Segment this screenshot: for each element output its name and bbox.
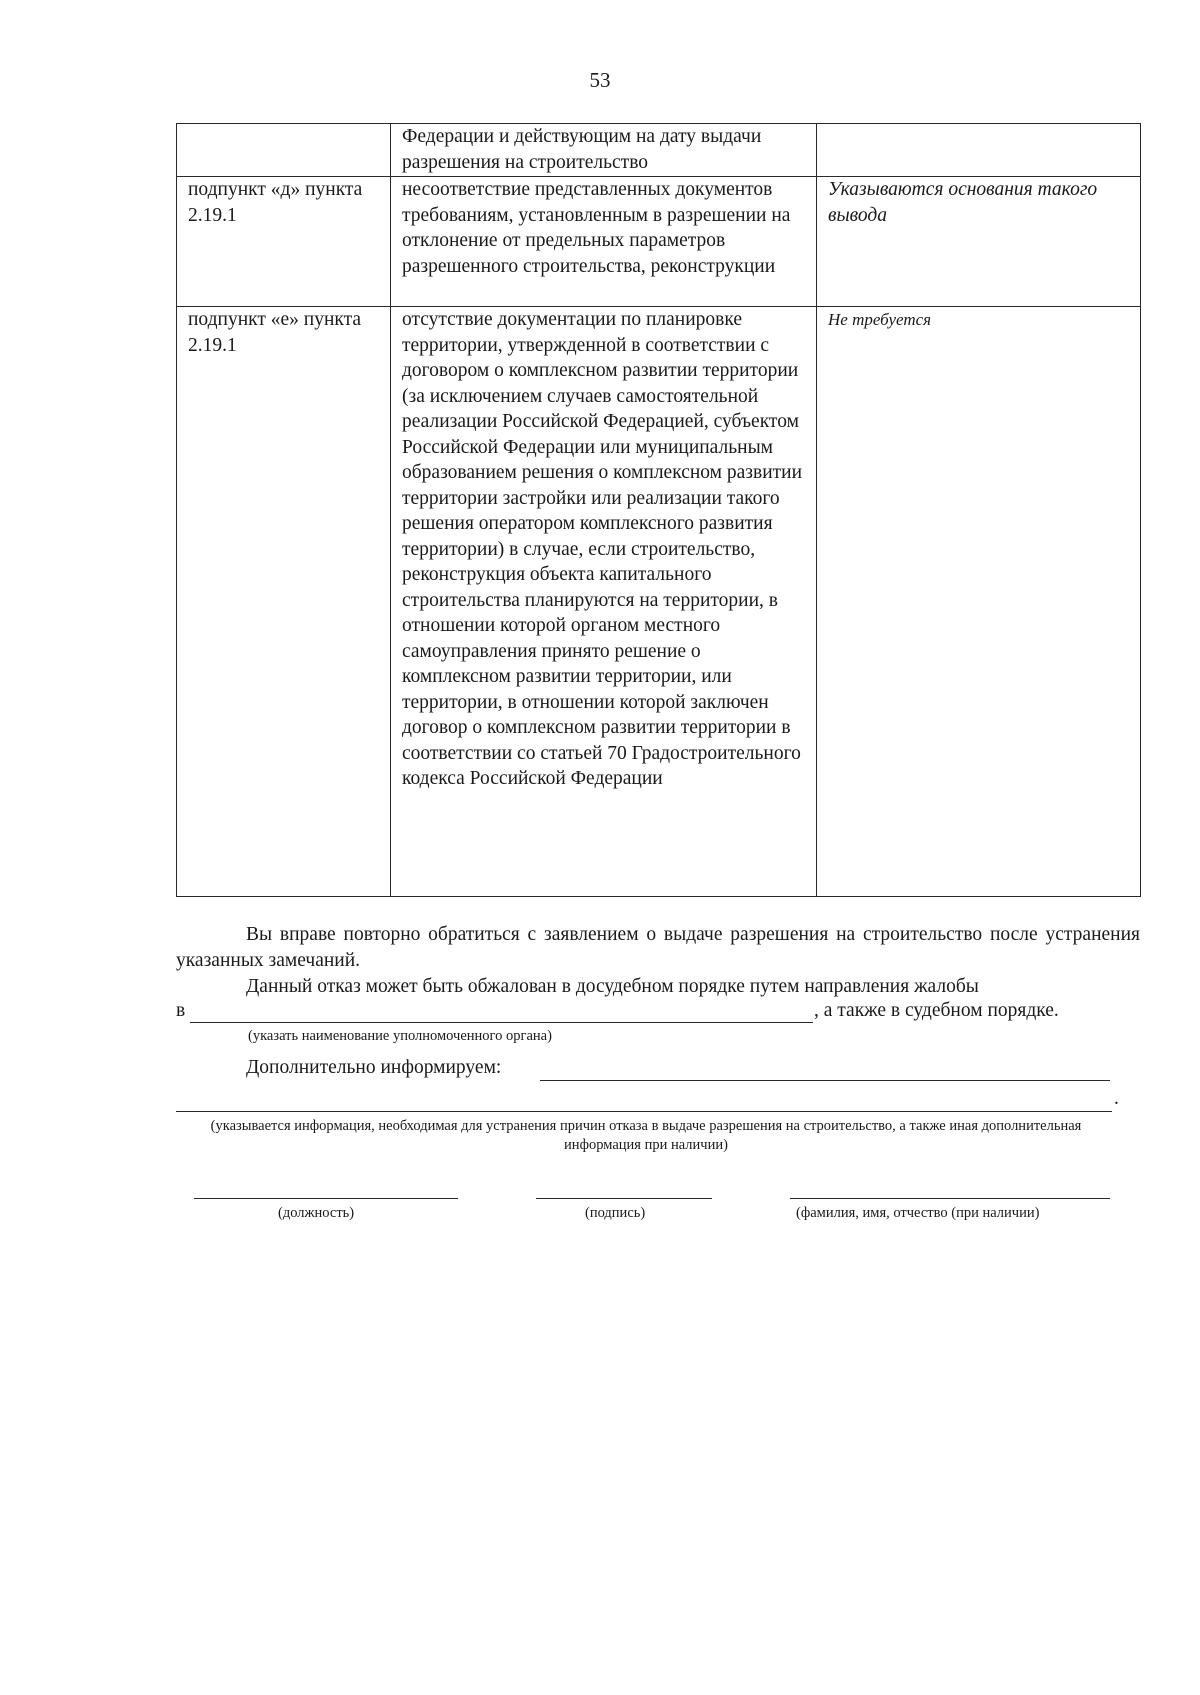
additional-info-caption: (указывается информация, необходимая для устранения причин отказа в выдаче разрешения на строительство, а также иная дополнительная информация при наличии) — [210, 1118, 1082, 1153]
table-cell-explanation: Указываются основания такого вывода — [817, 177, 1141, 307]
page-number: 53 — [589, 68, 611, 92]
table-cell-reason: несоответствие представленных документов требованиям, установленным в разрешении на отклонение от предельных параметров разрешенного строительства, реконструкции — [391, 177, 817, 307]
table-row — [177, 177, 1141, 307]
table-cell-reason: отсутствие документации по планировке территории, утвержденной в соответствии с договором о комплексном развитии территории (за исключением случаев самостоятельной реализации Российской Федерацией, субъектом Российской Федерации или муниципальным образованием решения о комплексном развитии территории застройки или реализации такого решения оператором комплексного развития территории) в случае, если строительство, реконструкция объекта капитального строительства планируются на территории, в отношении которой органом местного самоуправления принято решение о комплексном развитии территории, или территории, в отношении которой заключен договор о комплексном развитии территории в соответствии со статьей 70 Градостроительного кодекса Российской Федерации — [391, 307, 817, 897]
table-cell-ref — [177, 124, 391, 177]
appeal-prefix: в — [176, 1000, 186, 1021]
full-name-field[interactable] — [790, 1176, 1110, 1199]
refusal-reasons-table — [176, 123, 1141, 897]
table-cell-ref: подпункт «д» пункта 2.19.1 — [177, 177, 391, 307]
signature-field[interactable] — [536, 1176, 712, 1199]
additional-info-field-line2[interactable] — [176, 1088, 1112, 1112]
appeal-end: , а также в судебном порядке. — [814, 1000, 1059, 1021]
table-cell-explanation: Не требуется — [817, 307, 1141, 897]
additional-info-field-line1[interactable] — [540, 1057, 1110, 1081]
additional-info-label: Дополнительно информируем: — [246, 1057, 502, 1078]
table-row — [177, 307, 1141, 897]
table-row — [177, 124, 1141, 177]
signature-caption: (подпись) — [585, 1205, 646, 1221]
reapply-paragraph: Вы вправе повторно обратиться с заявлением о выдаче разрешения на строительство после устранения указанных замечаний. — [176, 924, 1140, 971]
full-name-caption: (фамилия, имя, отчество (при наличии) — [796, 1205, 1040, 1221]
table-cell-explanation — [817, 124, 1141, 177]
authority-name-field[interactable] — [190, 1000, 813, 1023]
position-caption: (должность) — [278, 1205, 355, 1221]
position-field[interactable] — [194, 1176, 458, 1199]
authority-caption: (указать наименование уполномоченного органа) — [248, 1028, 552, 1044]
table-cell-ref: подпункт «е» пункта 2.19.1 — [177, 307, 391, 897]
appeal-paragraph: Данный отказ может быть обжалован в досудебном порядке путем направления жалобы — [246, 976, 979, 997]
additional-info-end: . — [1114, 1088, 1119, 1109]
table-cell-reason: Федерации и действующим на дату выдачи разрешения на строительство — [391, 124, 817, 177]
